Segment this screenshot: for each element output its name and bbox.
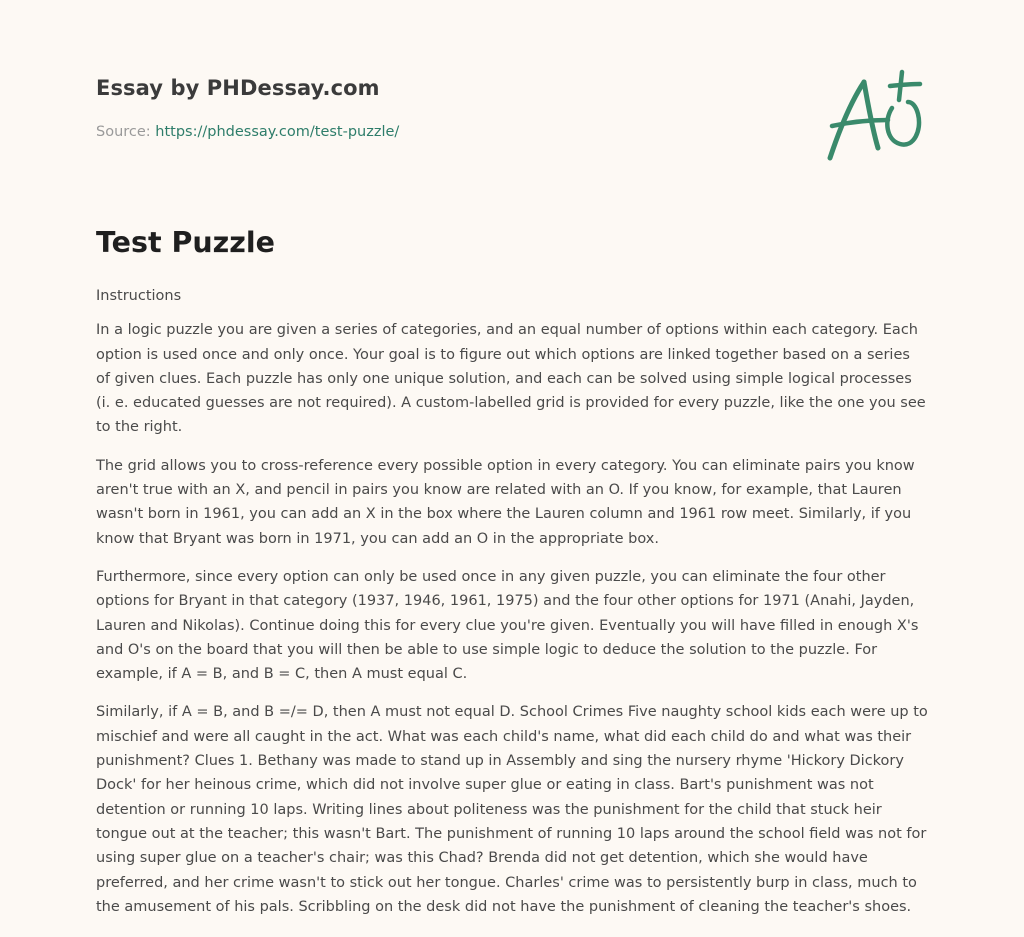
section-label: Instructions <box>96 288 182 304</box>
paragraph: Similarly, if A = B, and B =/= D, then A must not equal D. School Crimes Five naughty school kids each were up to mischief and were all caught in the act. What was each child's name, what did each child do and what was their punishment? Clues 1. Bethany was made to stand up in Assembly and sing the nursery rhyme 'Hickory Dickory Dock' for her heinous crime, which did not involve super glue or eating in class. Bart's punishment was not detention or running 10 laps. Writing lines about politeness was the punishment for the child that stuck heir tongue out at the teacher; this wasn't Bart. The punishment of running 10 laps around the school field was not for using super glue on a teacher's chair; was this Chad? Brenda did not get detention, which she would have preferred, and her crime wasn't to stick out her tongue. Charles' crime was to persistently burp in class, much to the amusement of his pals. Scribbling on the desk did not have the punishment of cleaning the teacher's shoes. <box>96 704 928 915</box>
essay-body <box>96 284 928 933</box>
paragraph: Furthermore, since every option can only be used once in any given puzzle, you can eliminate the four other options for Bryant in that category (1937, 1946, 1961, 1975) and the four other options for 1971 (Anahi, Jayden, Lauren and Nikolas). Continue doing this for every clue you're given. Eventually you will have filled in enough X's and O's on the board that you will then be able to use simple logic to deduce the solution to the puzzle. For example, if A = B, and B = C, then A must equal C. <box>96 568 919 683</box>
source-line <box>96 124 399 140</box>
paragraph: The grid allows you to cross-reference every possible option in every category. You can eliminate pairs you know aren't true with an X, and pencil in pairs you know are related with an O. If you know, for example, that Lauren wasn't born in 1961, you can add an X in the box where the Lauren column and 1961 row meet. Similarly, if you know that Bryant was born in 1971, you can add an O in the appropriate box. <box>96 457 915 547</box>
source-label: Source: <box>96 124 151 140</box>
a-plus-logo <box>822 68 926 164</box>
essay-title: Test Puzzle <box>96 226 275 259</box>
source-link[interactable]: https://phdessay.com/test-puzzle/ <box>155 124 400 140</box>
paragraph: In a logic puzzle you are given a series of categories, and an equal number of options within each category. Each option is used once and only once. Your goal is to figure out which options are linked together based on a series of given clues. Each puzzle has only one unique solution, and each can be solved using simple logical processes (i. e. educated guesses are not required). A custom-labelled grid is provided for every puzzle, like the one you see to the right. <box>96 322 926 436</box>
a-plus-logo-icon <box>822 68 926 164</box>
brand-title: Essay by PHDessay.com <box>96 76 380 100</box>
